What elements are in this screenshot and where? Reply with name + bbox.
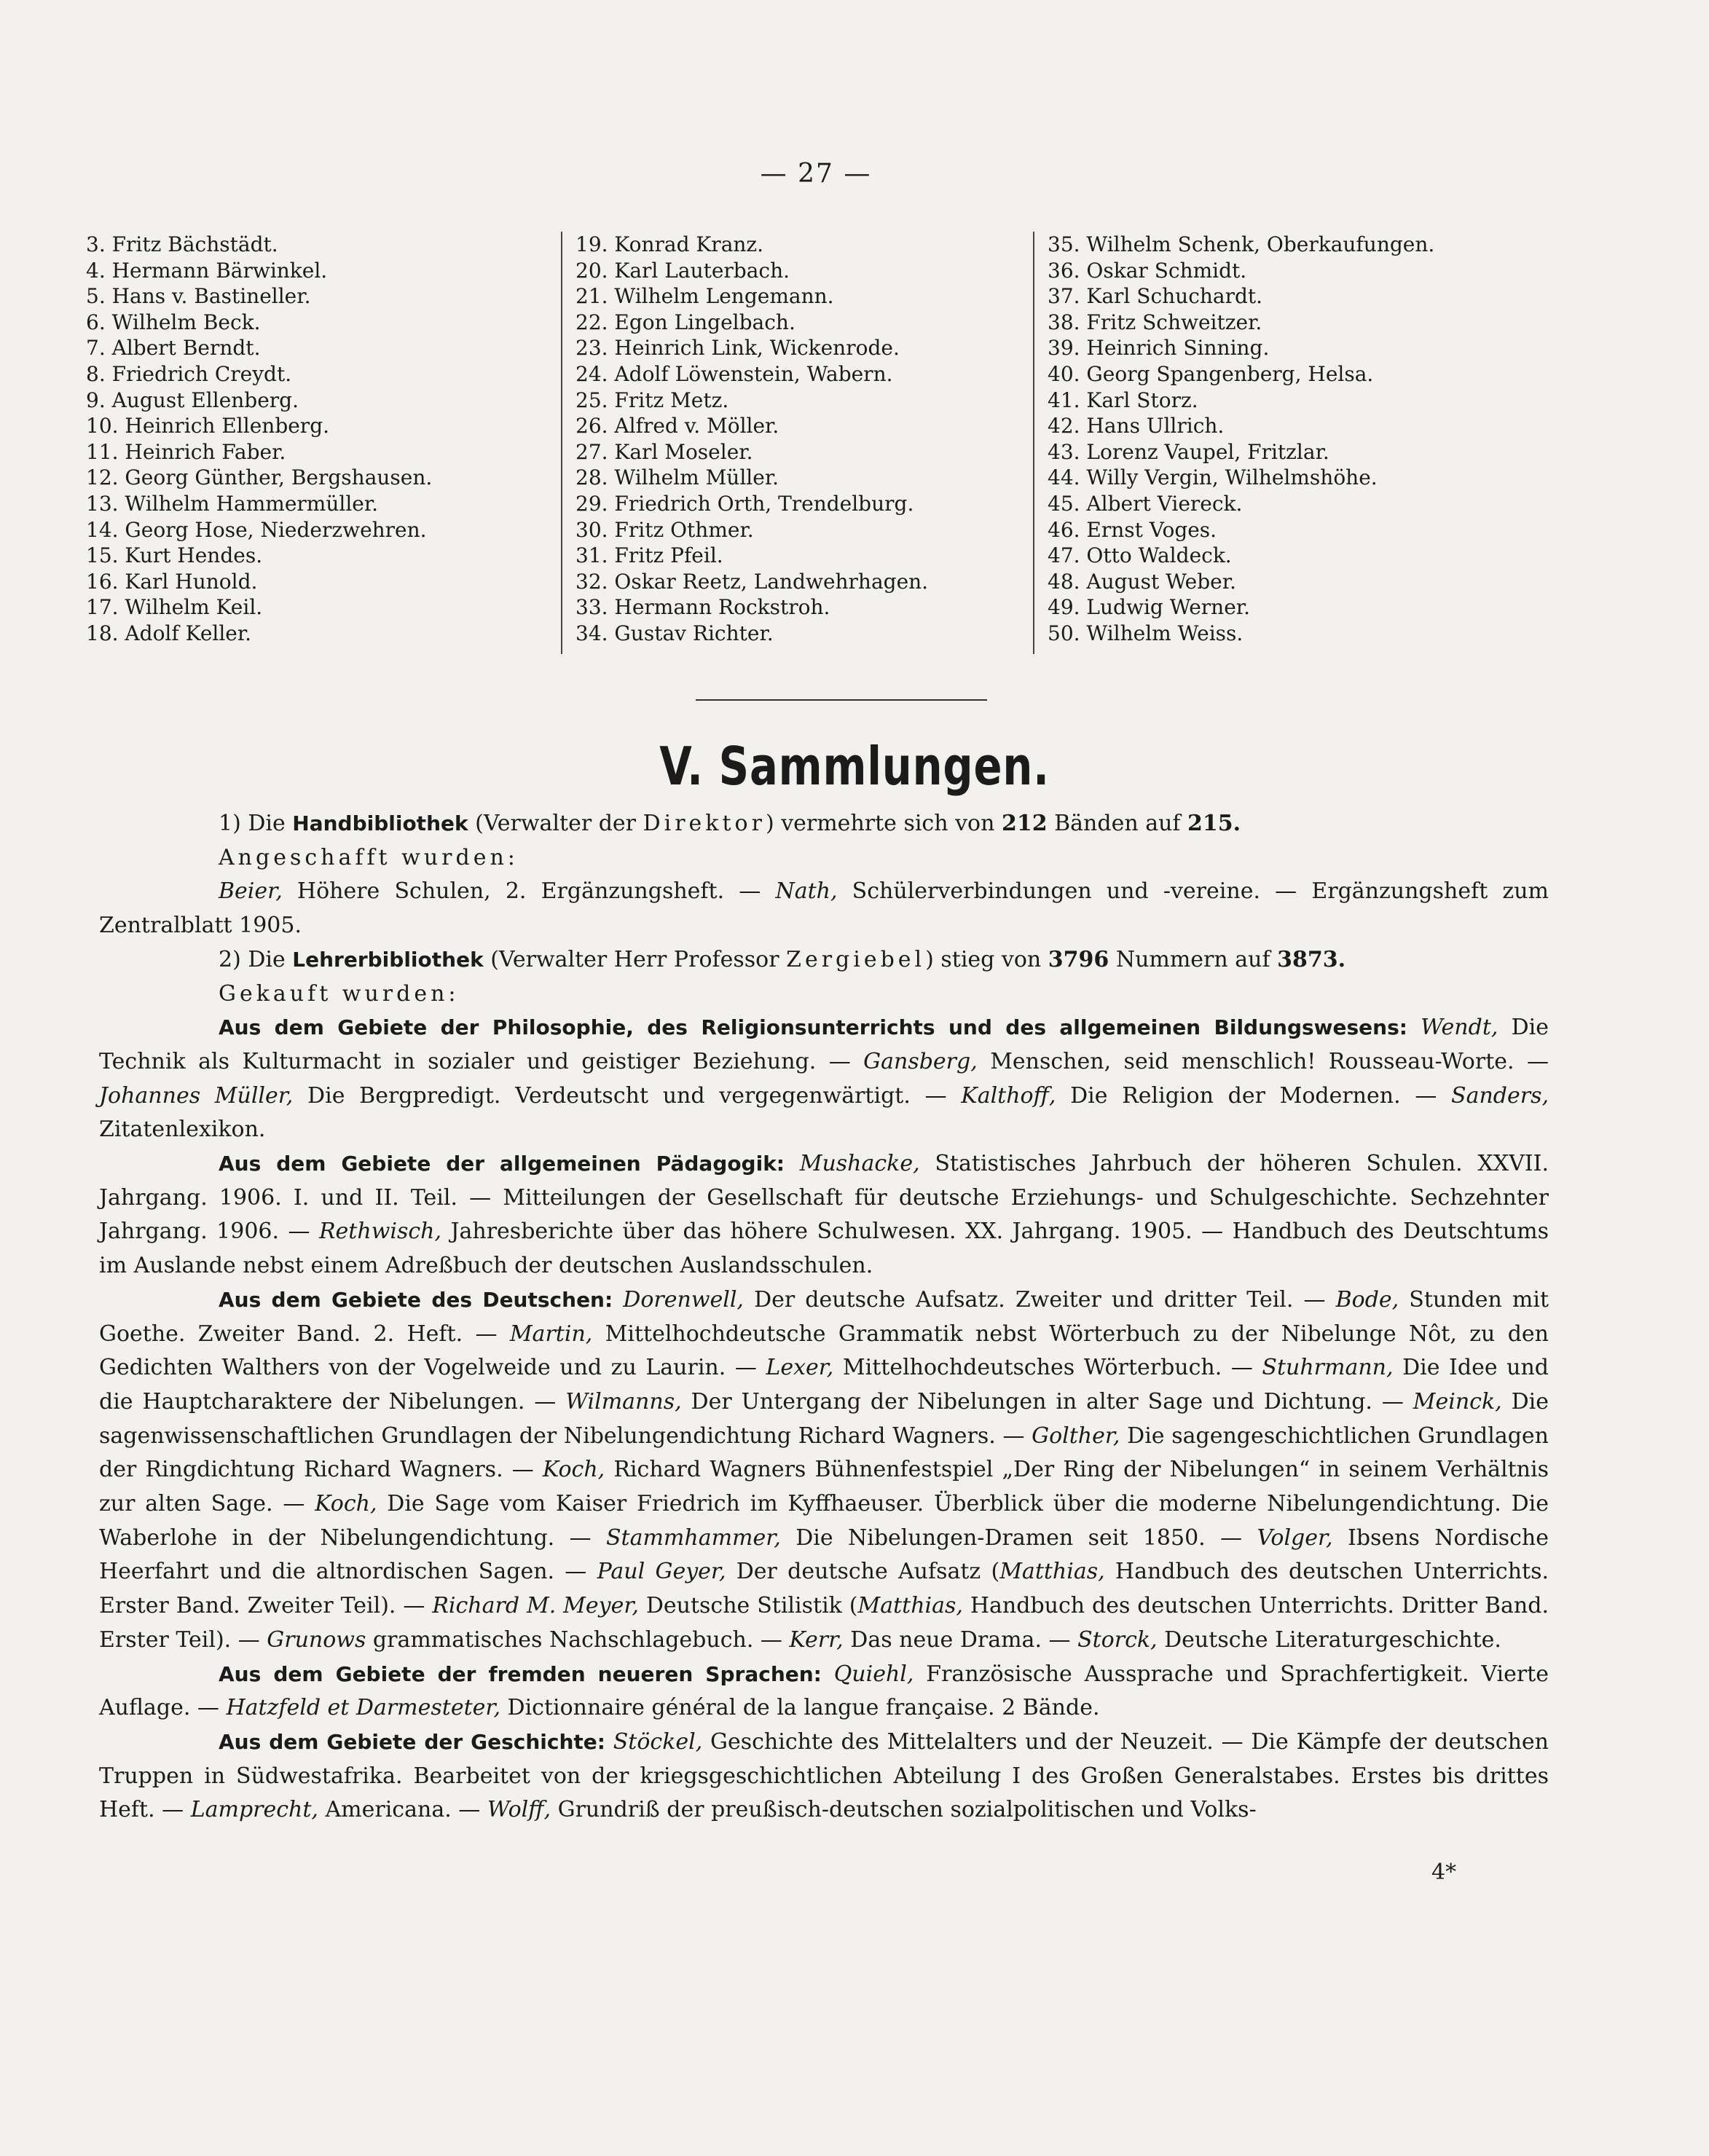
title-text: Ibsens Nordische Heerfahrt und die altnordischen Sagen. — [99, 1524, 1549, 1585]
author-name: Johannes Müller, [99, 1082, 294, 1109]
name-entry: 24. Adolf Löwenstein, Wabern. [575, 361, 893, 386]
title-text: Handbuch des deutschen Unterrichts. Erster Band. Zweiter Teil). — [99, 1559, 1549, 1619]
name-entry: 3. Fritz Bächstädt. [86, 232, 278, 256]
name-entry: 13. Wilhelm Hammermüller. [86, 491, 379, 516]
subject-heading: Aus dem Gebiete der Philosophie, des Religionsunterrichts und des allgemeinen Bildungswesens: [219, 1015, 1407, 1040]
text-span: Nummern auf [1109, 946, 1278, 972]
title-text: Schülerverbindungen und -vereine. — Ergänzungsheft zum Zentralblatt 1905. [99, 878, 1549, 939]
name-column-3 [1033, 232, 1565, 654]
name-entry: 16. Karl Hunold. [86, 569, 258, 594]
author-name: Quiehl, [821, 1661, 914, 1687]
text-span: 2) Die [219, 946, 293, 972]
name-entry: 34. Gustav Richter. [575, 621, 774, 645]
name-column-2 [561, 232, 1033, 654]
author-name: Kalthoff, [961, 1082, 1056, 1109]
author-name: Gansberg, [863, 1048, 978, 1074]
deutsch-paragraph [99, 1283, 1549, 1658]
title-text: Deutsche Literaturgeschichte. [1157, 1626, 1501, 1653]
name-entry: 28. Wilhelm Müller. [575, 465, 779, 490]
name-entry: 23. Heinrich Link, Wickenrode. [575, 336, 900, 361]
title-text: Grundriß der preußisch-deutschen sozialpolitischen und Volks- [551, 1797, 1257, 1823]
name-entry: 6. Wilhelm Beck. [86, 310, 261, 334]
subject-heading: Aus dem Gebiete des Deutschen: [219, 1287, 613, 1312]
text-span: Bänden auf [1047, 811, 1188, 836]
title-text: Dictionnaire général de la langue française. 2 Bände. [500, 1695, 1100, 1721]
name-entry: 32. Oskar Reetz, Landwehrhagen. [575, 569, 929, 594]
name-entry: 30. Fritz Othmer. [575, 517, 754, 542]
title-text: Mittelhochdeutsche Grammatik nebst Wörterbuch zu der Nibelunge Nôt, zu den Gedichten Walthers von der Vogelweide und zu Laurin. — [99, 1321, 1549, 1381]
name-entry: 50. Wilhelm Weiss. [1048, 621, 1244, 645]
author-name: Grunows [267, 1626, 366, 1653]
text-span: ) vermehrte sich von [765, 811, 1002, 836]
author-name: Paul Geyer, [597, 1559, 726, 1585]
title-text: grammatisches Nachschlagebuch. — [366, 1626, 790, 1653]
author-name: Storck, [1077, 1626, 1158, 1653]
name-entry: 47. Otto Waldeck. [1048, 543, 1232, 568]
section-title: V. Sammlungen. [659, 736, 1050, 797]
title-text: Die Bergpredigt. Verdeutscht und vergegenwärtigt. — [293, 1082, 962, 1109]
student-name-list [86, 232, 1565, 654]
paedagogik-paragraph [99, 1147, 1549, 1283]
name-entry: 49. Ludwig Werner. [1048, 595, 1250, 620]
name-entry: 29. Friedrich Orth, Trendelburg. [575, 491, 914, 516]
name-entry: 11. Heinrich Faber. [86, 439, 286, 464]
author-name: Wilmanns, [565, 1388, 682, 1415]
name-entry: 15. Kurt Hendes. [86, 543, 263, 568]
title-text: Richard Wagners Bühnenfestspiel „Der Ring der Nibelungen“ in seinem Verhältnis zur alten Sage. — [99, 1457, 1549, 1517]
name-entry: 44. Willy Vergin, Wilhelmshöhe. [1048, 465, 1378, 490]
count-from: 212 [1001, 811, 1048, 836]
title-text: Das neue Drama. — [843, 1626, 1078, 1653]
title-text: Der deutsche Aufsatz ( [726, 1559, 1000, 1585]
author-name: Stammhammer, [605, 1524, 781, 1551]
verwalter-name: Zergiebel [786, 946, 926, 972]
title-text: Der deutsche Aufsatz. Zweiter und dritter Teil. — [743, 1286, 1336, 1313]
name-entry: 22. Egon Lingelbach. [575, 310, 795, 334]
name-entry: 39. Heinrich Sinning. [1048, 336, 1270, 361]
name-entry: 21. Wilhelm Lengemann. [575, 284, 834, 309]
name-entry: 27. Karl Moseler. [575, 439, 753, 464]
name-entry: 40. Georg Spangenberg, Helsa. [1048, 361, 1374, 386]
title-text: Höhere Schulen, 2. Ergänzungsheft. — [282, 878, 776, 905]
text-span: ) stieg von [925, 946, 1048, 972]
author-name: Lexer, [766, 1355, 834, 1381]
title-text: Die Idee und die Hauptcharaktere der Nibelungen. — [99, 1355, 1549, 1415]
name-entry: 20. Karl Lauterbach. [575, 258, 790, 283]
collections-text [99, 807, 1549, 1828]
author-name: Stuhrmann, [1262, 1355, 1394, 1381]
handbibliothek-paragraph [99, 807, 1549, 841]
author-name: Golther, [1032, 1423, 1120, 1449]
title-text: Die sagenwissenschaftlichen Grundlagen der Nibelungendichtung Richard Wagners. — [99, 1388, 1549, 1449]
name-entry: 43. Lorenz Vaupel, Fritzlar. [1048, 439, 1329, 464]
title-text: Mittelhochdeutsches Wörterbuch. — [833, 1355, 1262, 1381]
title-text: Die Nibelungen-Dramen seit 1850. — [780, 1524, 1257, 1551]
name-entry: 46. Ernst Voges. [1048, 517, 1217, 542]
text-span: 1) Die [219, 811, 293, 836]
count-to: 3873. [1277, 946, 1346, 972]
author-name: Bode, [1335, 1286, 1399, 1313]
author-name: Koch, [542, 1457, 605, 1483]
name-entry: 7. Albert Berndt. [86, 336, 261, 361]
philosophie-paragraph [99, 1011, 1549, 1147]
name-entry: 25. Fritz Metz. [575, 387, 729, 412]
author-name: Rethwisch, [318, 1219, 442, 1245]
author-name: Matthias, [857, 1593, 963, 1619]
name-entry: 26. Alfred v. Möller. [575, 414, 779, 438]
title-text: Handbuch des deutschen Unterrichts. Dritter Band. Erster Teil). — [99, 1593, 1549, 1653]
count-to: 215. [1187, 811, 1241, 836]
lehrerbibliothek-heading: Lehrerbibliothek [292, 947, 484, 972]
name-entry: 4. Hermann Bärwinkel. [86, 258, 328, 283]
name-entry: 9. August Ellenberg. [86, 387, 299, 412]
title-text: Deutsche Stilistik ( [638, 1593, 858, 1619]
title-text: Zitatenlexikon. [99, 1117, 266, 1143]
name-entry: 10. Heinrich Ellenberg. [86, 414, 330, 438]
signature-mark: 4* [1431, 1860, 1457, 1885]
name-entry: 42. Hans Ullrich. [1048, 414, 1225, 438]
name-entry: 33. Hermann Rockstroh. [575, 595, 830, 620]
title-text: Französische Aussprache und Sprachfertigkeit. Vierte Auflage. — [99, 1661, 1549, 1721]
name-entry: 5. Hans v. Bastineller. [86, 284, 311, 309]
title-text: Die Religion der Modernen. — [1056, 1082, 1452, 1109]
page-number: — 27 — [760, 159, 872, 189]
name-entry: 12. Georg Günther, Bergshausen. [86, 465, 433, 490]
title-text: Die sagengeschichtlichen Grundlagen der Ringdichtung Richard Wagners. — [99, 1423, 1549, 1483]
handbibliothek-heading: Handbibliothek [292, 811, 468, 835]
name-entry: 17. Wilhelm Keil. [86, 595, 263, 620]
verwalter-name: Direktor [643, 811, 766, 836]
subject-heading: Aus dem Gebiete der Geschichte: [219, 1729, 605, 1754]
name-entry: 36. Oskar Schmidt. [1048, 258, 1247, 283]
title-text: Die Sage vom Kaiser Friedrich im Kyffhaeuser. Überblick über die moderne Nibelungendichtung. Die Waberlohe in der Nibelungendichtung. — [99, 1491, 1549, 1551]
name-entry: 31. Fritz Pfeil. [575, 543, 723, 568]
author-name: Stöckel, [605, 1728, 703, 1755]
name-entry: 45. Albert Viereck. [1048, 491, 1243, 516]
title-text: Jahresberichte über das höhere Schulwesen. XX. Jahrgang. 1905. — Handbuch des Deutschtums im Auslande nebst einem Adreßbuch der deutschen Auslandsschulen. [99, 1219, 1549, 1279]
count-from: 3796 [1048, 946, 1109, 972]
title-text: Statistisches Jahrbuch der höheren Schulen. XXVII. Jahrgang. 1906. I. und II. Teil. — Mitteilungen der Gesellschaft für deutsche Erziehungs- und Schulgeschichte. Sechzehnter Jahrgang. 1906. — [99, 1151, 1549, 1245]
handbibliothek-acquisitions [99, 875, 1549, 943]
author-name: Beier, [219, 878, 283, 905]
author-name: Dorenwell, [613, 1286, 744, 1313]
author-name: Kerr, [789, 1626, 844, 1653]
geschichte-paragraph [99, 1726, 1549, 1828]
name-entry: 41. Karl Storz. [1048, 387, 1198, 412]
fremdsprachen-paragraph [99, 1658, 1549, 1726]
author-name: Lamprecht, [190, 1797, 318, 1823]
name-entry: 8. Friedrich Creydt. [86, 361, 292, 386]
author-name: Matthias, [999, 1559, 1105, 1585]
text-span: (Verwalter Herr Professor [483, 946, 787, 972]
name-entry: 38. Fritz Schweitzer. [1048, 310, 1262, 334]
author-name: Wendt, [1407, 1015, 1498, 1041]
subject-heading: Aus dem Gebiete der fremden neueren Sprachen: [219, 1661, 822, 1686]
title-text: Americana. — [318, 1797, 487, 1823]
text-span: (Verwalter der [468, 811, 643, 836]
author-name: Richard M. Meyer, [432, 1593, 639, 1619]
name-entry: 35. Wilhelm Schenk, Oberkaufungen. [1048, 232, 1435, 256]
name-entry: 18. Adolf Keller. [86, 621, 252, 645]
name-entry: 19. Konrad Kranz. [575, 232, 764, 256]
author-name: Wolff, [487, 1797, 551, 1823]
title-text: Geschichte des Mittelalters und der Neuzeit. — Die Kämpfe der deutschen Truppen in Südwestafrika. Bearbeitet von der kriegsgeschichtlichen Abteilung I des Großen Generalstabes. Erstes bis drittes Heft. — [99, 1728, 1549, 1823]
author-name: Meinck, [1413, 1388, 1502, 1415]
title-text: Der Untergang der Nibelungen in alter Sage und Dichtung. — [681, 1388, 1413, 1415]
name-entry: 48. August Weber. [1048, 569, 1236, 594]
angeschafft-label: Angeschafft wurden: [219, 844, 519, 870]
author-name: Koch, [315, 1491, 377, 1517]
author-name: Martin, [509, 1321, 593, 1347]
name-entry: 37. Karl Schuchardt. [1048, 284, 1263, 309]
gekauft-label: Gekauft wurden: [219, 980, 460, 1007]
title-text: Die Technik als Kulturmacht in sozialer und geistiger Beziehung. — [99, 1015, 1549, 1074]
author-name: Hatzfeld et Darmesteter, [226, 1695, 500, 1721]
name-column-1 [86, 232, 561, 654]
title-text: Stunden mit Goethe. Zweiter Band. 2. Heft. — [99, 1286, 1549, 1347]
author-name: Mushacke, [785, 1151, 920, 1177]
author-name: Nath, [775, 878, 838, 905]
title-text: Menschen, seid menschlich! Rousseau-Worte. — [977, 1048, 1549, 1074]
author-name: Sanders, [1451, 1082, 1549, 1109]
lehrerbibliothek-paragraph [99, 943, 1549, 977]
author-name: Volger, [1257, 1524, 1333, 1551]
name-entry: 14. Georg Hose, Niederzwehren. [86, 517, 427, 542]
subject-heading: Aus dem Gebiete der allgemeinen Pädagogik: [219, 1152, 785, 1176]
section-divider [696, 699, 987, 701]
